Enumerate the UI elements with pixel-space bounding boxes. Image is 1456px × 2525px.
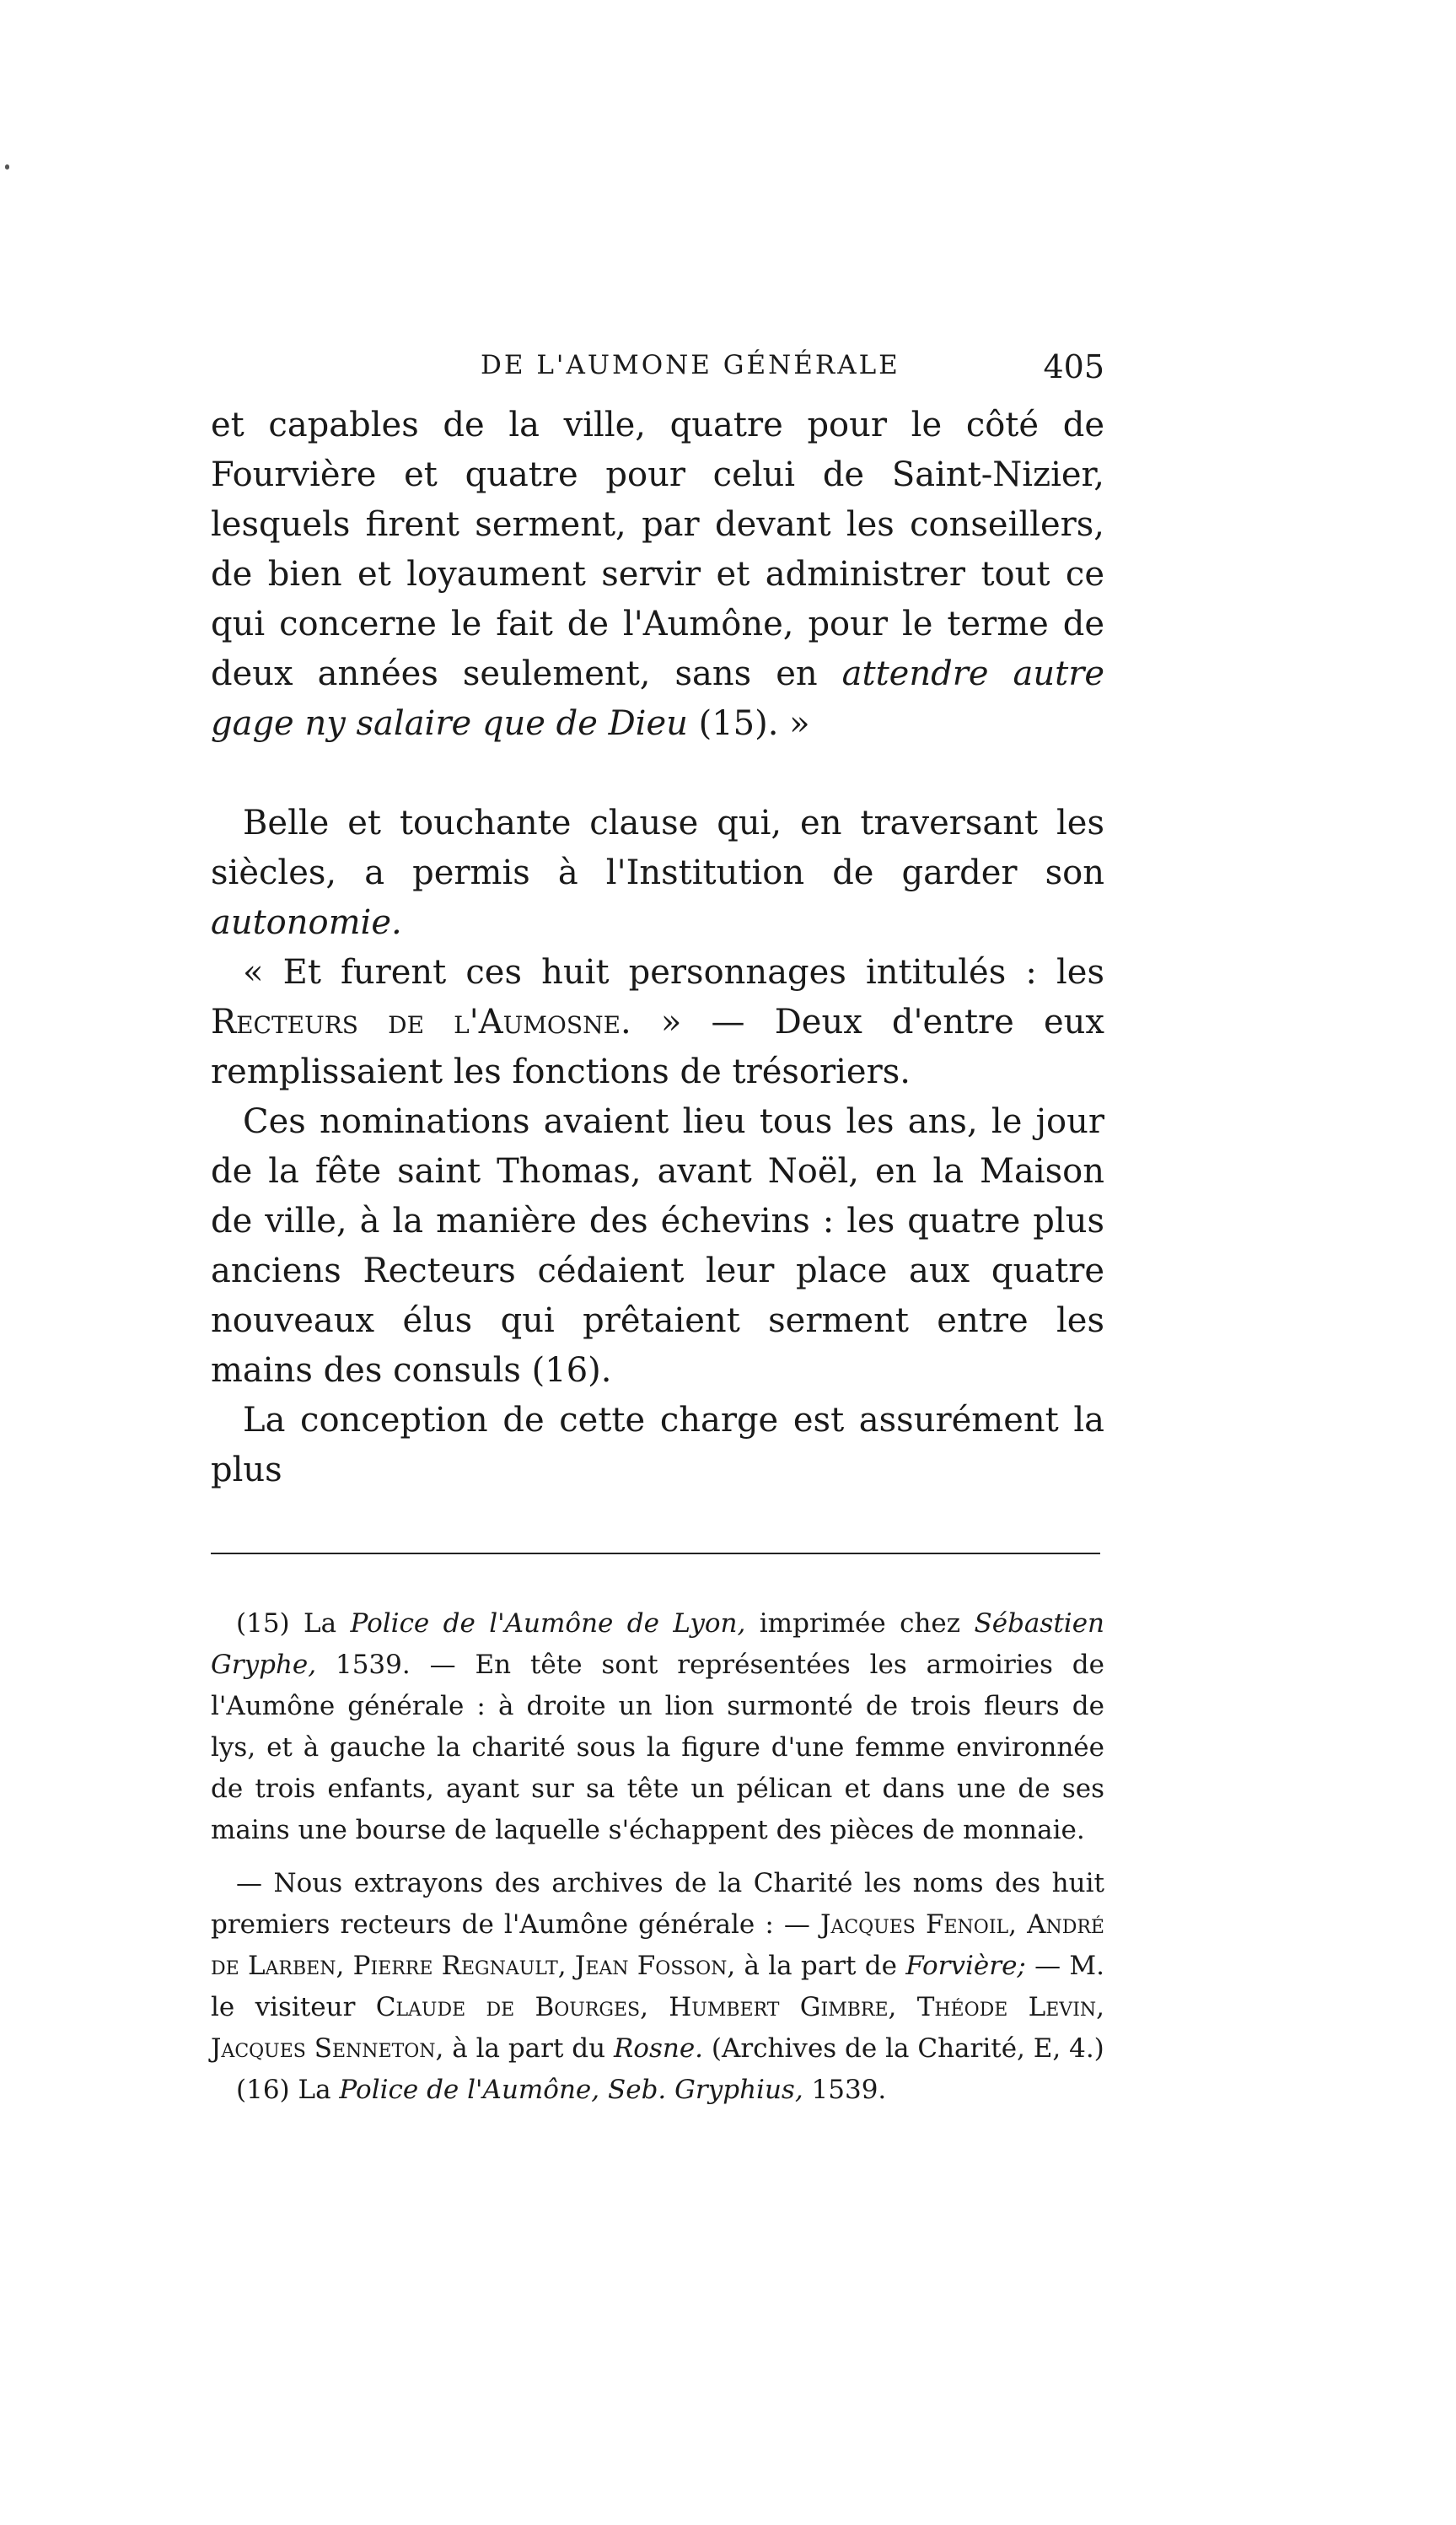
- body-text: [211, 401, 1104, 1495]
- italic-quote: attendre autre gage ny salaire que de Dieu: [211, 654, 1104, 743]
- italic-term: autonomie.: [211, 903, 402, 942]
- footnote-16: (16) La Police de l'Aumône, Seb. Gryphius, 1539.: [236, 2075, 887, 2105]
- running-title: DE L'AUMONE GÉNÉRALE: [481, 350, 900, 380]
- footnote-rule: [211, 1553, 1100, 1554]
- page-number: 405: [1043, 348, 1104, 385]
- footnotes: [211, 1603, 1104, 2111]
- footnote-15: (15) La Police de l'Aumône de Lyon, imprimée chez Sébastien Gryphe, 1539. — En tête sont représentées les armoiries de l'Aumône générale : à droite un lion surmonté de trois fleurs de lys, et à gauche la charité sous la figure d'une femme environnée de trois enfants, ayant sur sa tête un pélican et dans une de ses mains une bourse de laquelle s'échappent des pièces de monnaie.: [211, 1608, 1105, 1845]
- scan-speck: [5, 164, 9, 170]
- running-head: [211, 342, 1104, 401]
- paragraph-1: et capables de la ville, quatre pour le côté de Fourvière et quatre pour celui de Saint-Nizier, lesquels firent serment, par devant les conseillers, de bien et loyaument servir et administrer tout ce qui concerne le fait de l'Aumône, pour le terme de deux années seulement, sans en attendre autre gage ny salaire que de Dieu (15). »: [211, 406, 1104, 743]
- paragraph-4: Ces nominations avaient lieu tous les ans, le jour de la fête saint Thomas, avant Noël, en la Maison de ville, à la manière des échevins : les quatre plus anciens Recteurs cédaient leur place aux quatre nouveaux élus qui prêtaient serment entre les mains des consuls (16).: [211, 1102, 1104, 1390]
- paragraph-2: Belle et touchante clause qui, en traversant les siècles, a permis à l'Institution de garder son autonomie.: [211, 804, 1104, 942]
- book-page: [211, 342, 1104, 2111]
- smallcaps-title: Recteurs de l'Aumosne.: [211, 1003, 631, 1042]
- paragraph-5: La conception de cette charge est assurément la plus: [211, 1401, 1104, 1489]
- paragraph-3: « Et furent ces huit personnages intitulés : les Recteurs de l'Aumosne. » — Deux d'entre eux remplissaient les fonctions de trésoriers.: [211, 953, 1104, 1091]
- footnote-15-continued: — Nous extrayons des archives de la Charité les noms des huit premiers recteurs de l'Aumône générale : — Jacques Fenoil, André de Larben, Pierre Regnault, Jean Fosson, à la part de Forvière; — M. le visiteur Claude de Bourges, Humbert Gimbre, Théode Levin, Jacques Senneton, à la part du Rosne. (Archives de la Charité, E, 4.): [211, 1868, 1104, 2064]
